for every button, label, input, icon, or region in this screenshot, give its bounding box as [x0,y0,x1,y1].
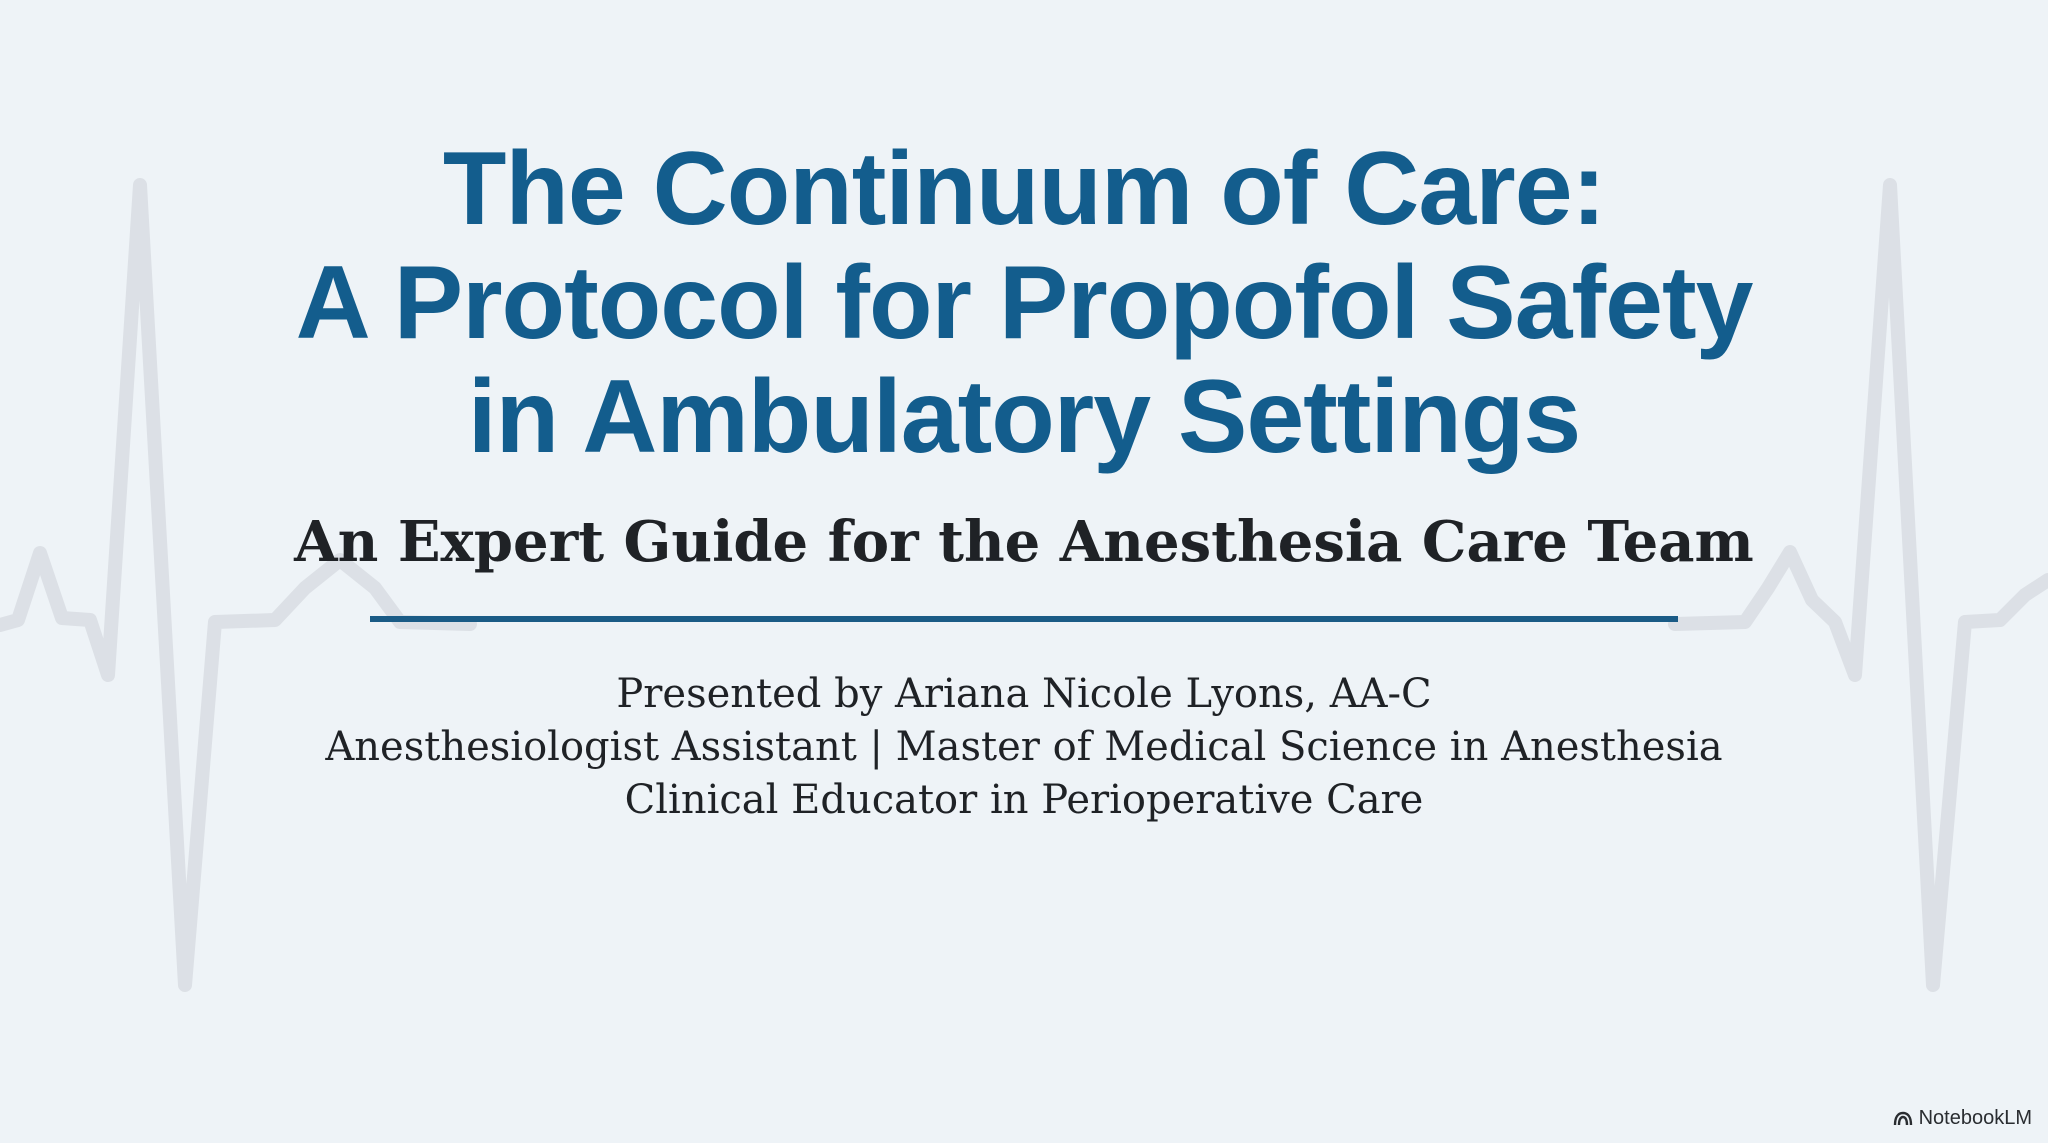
title-line-2: A Protocol for Propofol Safety [295,245,1753,361]
divider-line [370,616,1678,622]
notebooklm-watermark [1893,1105,2032,1131]
title-line-3: in Ambulatory Settings [467,359,1581,475]
presenter-role: Clinical Educator in Perioperative Care [624,777,1424,823]
brand-label: NotebookLM [1918,1106,2032,1129]
notebooklm-logo-icon [1893,1110,1913,1126]
presenter-credentials: Anesthesiologist Assistant | Master of Medical Science in Anesthesia [325,724,1723,770]
subtitle: An Expert Guide for the Anesthesia Care Team [294,509,1754,575]
title-line-1: The Continuum of Care: [442,131,1606,247]
presenter-name: Presented by Ariana Nicole Lyons, AA-C [616,671,1432,717]
